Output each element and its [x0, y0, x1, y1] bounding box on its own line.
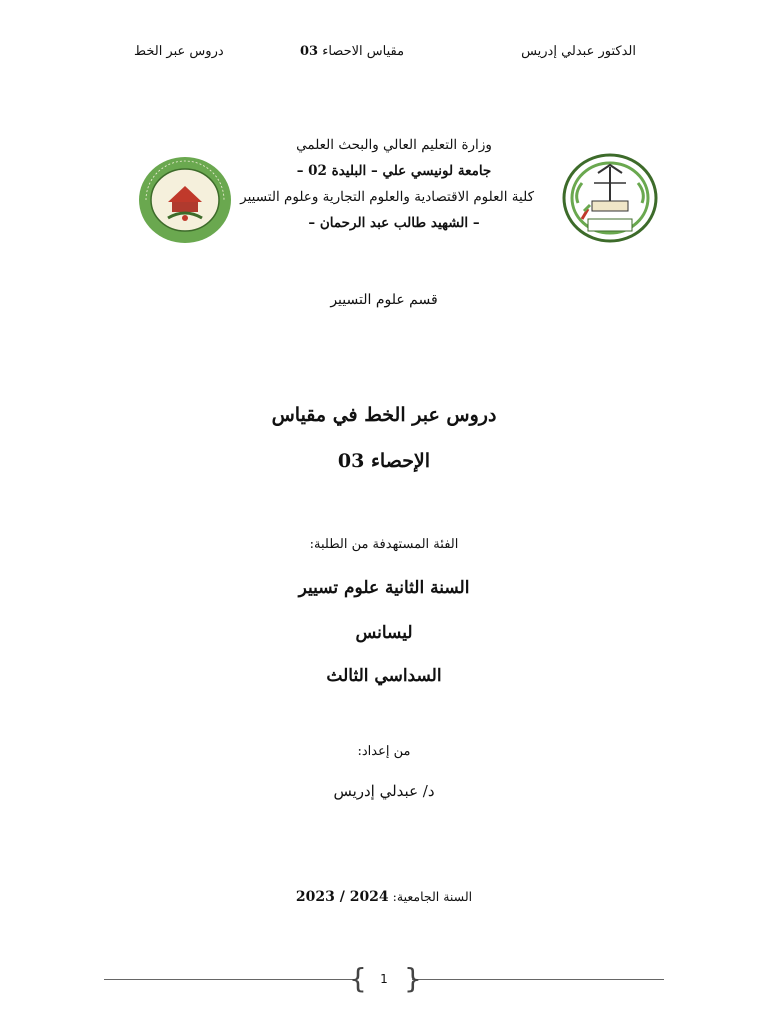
header-series: دروس عبر الخط — [134, 44, 224, 59]
footer-divider-left — [104, 979, 356, 980]
target-audience-label: الفئة المستهدفة من الطلبة: — [309, 537, 459, 552]
faculty-honoree: – الشهيد طالب عبد الرحمان – — [308, 215, 480, 231]
faculty-logo — [562, 153, 658, 243]
university-logo — [138, 156, 232, 244]
footer-divider-right — [412, 979, 664, 980]
target-semester: السداسي الثالث — [326, 666, 442, 686]
academic-year-value: 2023 / 2024 — [295, 889, 389, 905]
author-name: د/ عبدلي إدريس — [333, 782, 435, 800]
header-course — [300, 44, 404, 59]
faculty-name: كلية العلوم الاقتصادية والعلوم التجارية وعلوم التسيير — [240, 189, 534, 205]
header-course-number: 03 — [300, 44, 319, 59]
course-title-line1: دروس عبر الخط في مقياس — [271, 404, 497, 426]
department-name: قسم علوم التسيير — [330, 292, 438, 308]
header-author: الدكتور عبدلي إدريس — [521, 44, 636, 59]
prepared-by-label: من إعداد: — [357, 744, 411, 759]
university-name: جامعة لونيسي علي – البليدة 02 – — [296, 163, 492, 179]
ministry-name: وزارة التعليم العالي والبحث العلمي — [296, 137, 492, 153]
institution-block — [240, 132, 534, 236]
academic-year — [0, 889, 768, 905]
footer-brace-right: } — [404, 962, 422, 995]
course-title-line2: الإحصاء 03 — [337, 450, 431, 472]
header-course-text: مقياس الاحصاء — [322, 44, 405, 59]
target-degree: ليسانس — [355, 623, 413, 643]
page-number: 1 — [380, 972, 388, 986]
footer-brace-left: { — [349, 962, 367, 995]
target-year: السنة الثانية علوم تسيير — [298, 578, 470, 598]
academic-year-label: السنة الجامعية: — [392, 889, 473, 904]
